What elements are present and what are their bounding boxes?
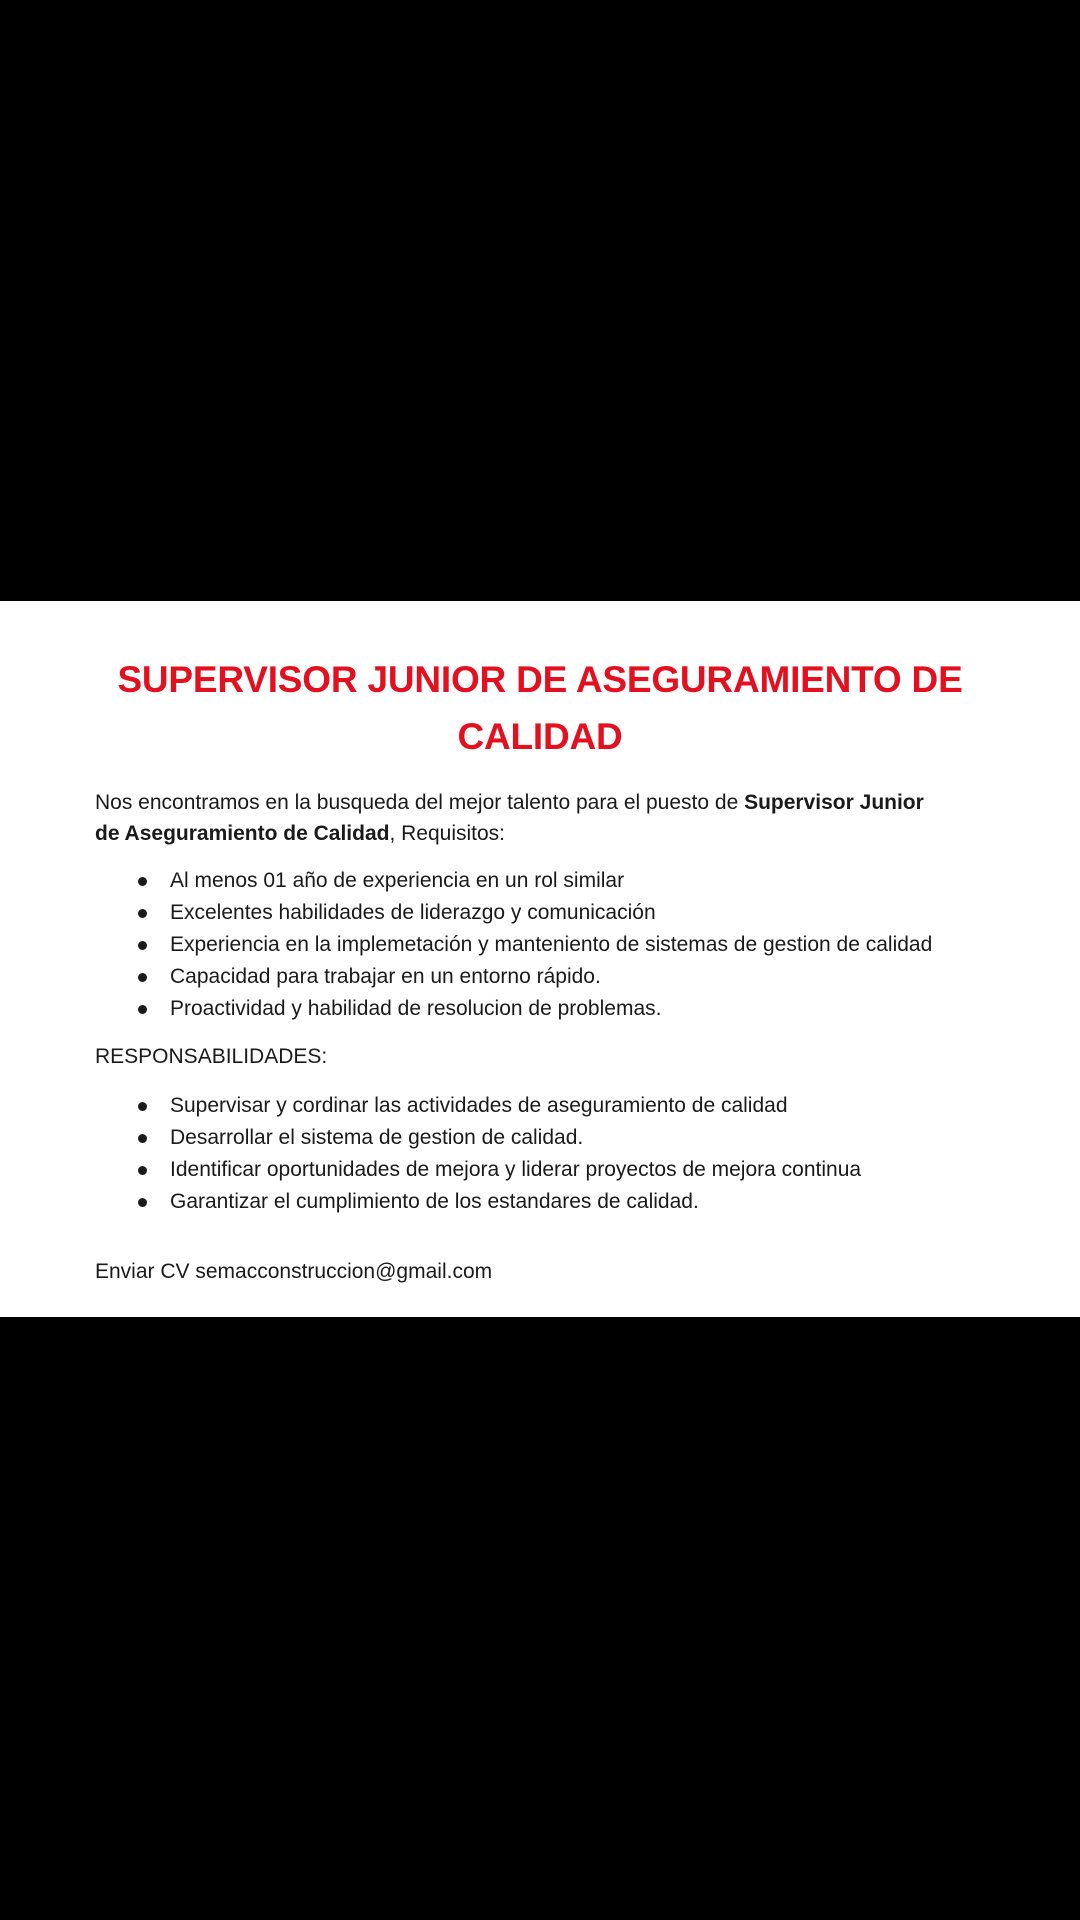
requirement-item <box>95 897 985 929</box>
job-title-line-2: CALIDAD <box>457 716 623 757</box>
requirement-text: Excelentes habilidades de liderazgo y comunicación <box>170 901 656 924</box>
responsibility-item <box>95 1122 985 1154</box>
requirement-item <box>95 929 985 961</box>
requirement-item <box>95 961 985 993</box>
requirement-text: Capacidad para trabajar en un entorno rápido. <box>170 965 601 988</box>
document-image <box>0 601 1080 1317</box>
intro-text: Nos encontramos en la busqueda del mejor talento para el puesto de <box>95 791 745 814</box>
responsibility-text: Garantizar el cumplimiento de los estandares de calidad. <box>170 1190 699 1213</box>
bullet-icon <box>138 1102 147 1111</box>
responsibilities-heading: RESPONSABILIDADES: <box>95 1045 328 1068</box>
bullet-icon <box>138 1134 147 1143</box>
bullet-icon <box>138 1166 147 1175</box>
job-title-line-1: SUPERVISOR JUNIOR DE ASEGURAMIENTO DE <box>117 659 963 700</box>
requirements-list <box>95 865 985 1025</box>
responsibility-text: Supervisar y cordinar las actividades de aseguramiento de calidad <box>170 1094 788 1117</box>
intro-paragraph <box>95 787 985 849</box>
job-title <box>95 651 985 765</box>
responsibility-item <box>95 1186 985 1218</box>
responsibility-item <box>95 1090 985 1122</box>
responsibilities-list <box>95 1090 985 1218</box>
bullet-icon <box>138 1198 147 1207</box>
bullet-icon <box>138 909 147 918</box>
responsibility-item <box>95 1154 985 1186</box>
intro-position-bold-2: de Aseguramiento de Calidad <box>95 822 390 845</box>
responsibility-text: Desarrollar el sistema de gestion de calidad. <box>170 1126 584 1149</box>
bullet-icon <box>138 1005 147 1014</box>
bullet-icon <box>138 877 147 886</box>
requirement-text: Al menos 01 año de experiencia en un rol similar <box>170 869 625 892</box>
requirement-text: Proactividad y habilidad de resolucion de problemas. <box>170 997 662 1020</box>
requirement-text: Experiencia en la implemetación y manteniento de sistemas de gestion de calidad <box>170 933 933 956</box>
intro-position-bold-1: Supervisor Junior <box>744 791 924 814</box>
requirement-item <box>95 865 985 897</box>
bullet-icon <box>138 973 147 982</box>
bullet-icon <box>138 941 147 950</box>
contact-line: Enviar CV semacconstruccion@gmail.com <box>95 1260 493 1283</box>
intro-text-end: , Requisitos: <box>389 822 506 845</box>
requirement-item <box>95 993 985 1025</box>
responsibility-text: Identificar oportunidades de mejora y liderar proyectos de mejora continua <box>170 1158 862 1181</box>
